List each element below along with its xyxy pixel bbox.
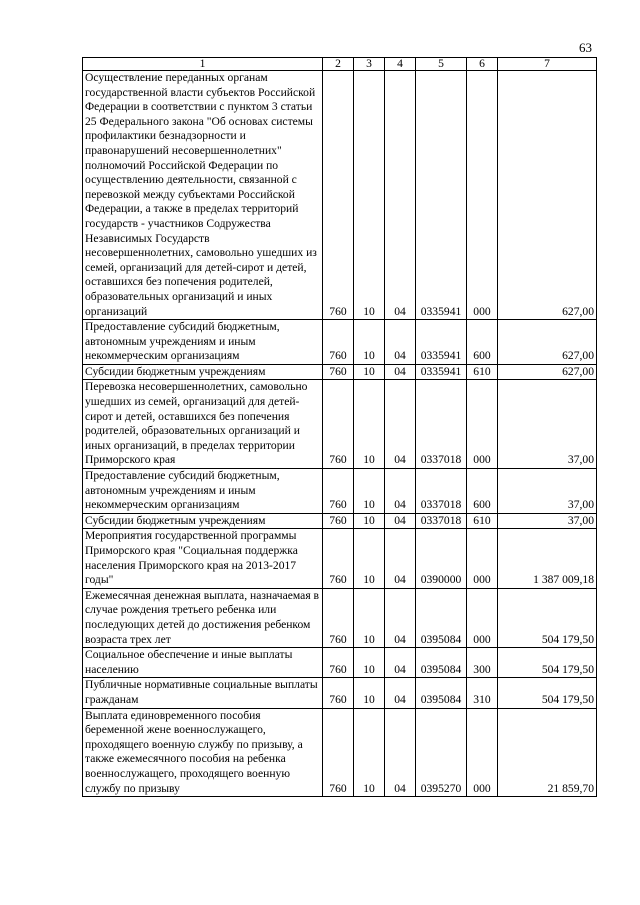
row-name: Ежемесячная денежная выплата, назначаемая в случае рождения третьего ребенка или последующих детей до достижения ребенком возраста трех лет: [83, 588, 323, 647]
row-c2: 760: [323, 588, 354, 647]
row-c6: 600: [467, 469, 498, 514]
row-name: Перевозка несовершеннолетних, самовольно ушедших из семей, организаций для детей-сирот и детей, оставшихся без попечения родителей, образовательных организаций и иных организаций, в пределах территории Приморского края: [83, 380, 323, 469]
row-amount: 21 859,70: [498, 708, 597, 797]
column-header-5: 5: [416, 58, 467, 71]
row-amount: 627,00: [498, 71, 597, 320]
column-header-2: 2: [323, 58, 354, 71]
row-name: Предоставление субсидий бюджетным, автономным учреждениям и иным некоммерческим организациям: [83, 320, 323, 365]
row-c5: 0395084: [416, 648, 467, 678]
row-c5: 0337018: [416, 513, 467, 529]
header-row: [83, 58, 597, 71]
row-c3: 10: [354, 380, 385, 469]
row-c5: 0395084: [416, 678, 467, 708]
row-amount: 1 387 009,18: [498, 529, 597, 588]
row-c6: 610: [467, 364, 498, 380]
row-amount: 37,00: [498, 469, 597, 514]
table-row: [83, 648, 597, 678]
row-c5: 0337018: [416, 469, 467, 514]
row-amount: 504 179,50: [498, 588, 597, 647]
row-c3: 10: [354, 320, 385, 365]
row-c4: 04: [385, 678, 416, 708]
row-c2: 760: [323, 364, 354, 380]
row-c6: 000: [467, 588, 498, 647]
row-c6: 310: [467, 678, 498, 708]
row-c2: 760: [323, 71, 354, 320]
row-amount: 627,00: [498, 364, 597, 380]
row-c6: 000: [467, 380, 498, 469]
row-c2: 760: [323, 469, 354, 514]
row-c2: 760: [323, 678, 354, 708]
table-row: [83, 469, 597, 514]
row-c5: 0337018: [416, 380, 467, 469]
row-name: Выплата единовременного пособия беременной жене военнослужащего, проходящего военную службу по призыву, а также ежемесячного пособия на ребенка военнослужащего, проходящего военную службу по призыву: [83, 708, 323, 797]
row-c5: 0395084: [416, 588, 467, 647]
row-amount: 37,00: [498, 380, 597, 469]
row-c4: 04: [385, 320, 416, 365]
row-c4: 04: [385, 529, 416, 588]
table-row: [83, 71, 597, 320]
row-c2: 760: [323, 513, 354, 529]
row-c4: 04: [385, 380, 416, 469]
row-c2: 760: [323, 380, 354, 469]
row-name: Субсидии бюджетным учреждениям: [83, 513, 323, 529]
row-c6: 610: [467, 513, 498, 529]
row-c4: 04: [385, 708, 416, 797]
column-header-6: 6: [467, 58, 498, 71]
row-c6: 000: [467, 529, 498, 588]
row-name: Предоставление субсидий бюджетным, автономным учреждениям и иным некоммерческим организациям: [83, 469, 323, 514]
row-name: Субсидии бюджетным учреждениям: [83, 364, 323, 380]
row-c4: 04: [385, 364, 416, 380]
row-c4: 04: [385, 648, 416, 678]
row-c4: 04: [385, 588, 416, 647]
row-c3: 10: [354, 529, 385, 588]
page-number: 63: [579, 40, 592, 55]
row-name: Социальное обеспечение и иные выплаты населению: [83, 648, 323, 678]
row-c3: 10: [354, 678, 385, 708]
table-row: [83, 588, 597, 647]
row-amount: 504 179,50: [498, 648, 597, 678]
row-c3: 10: [354, 364, 385, 380]
table-row: [83, 513, 597, 529]
row-c5: 0395270: [416, 708, 467, 797]
row-c4: 04: [385, 469, 416, 514]
row-c5: 0335941: [416, 71, 467, 320]
row-c3: 10: [354, 708, 385, 797]
table-row: [83, 320, 597, 365]
row-name: Публичные нормативные социальные выплаты гражданам: [83, 678, 323, 708]
column-header-7: 7: [498, 58, 597, 71]
row-c3: 10: [354, 648, 385, 678]
row-c2: 760: [323, 320, 354, 365]
table-row: [83, 708, 597, 797]
row-c4: 04: [385, 513, 416, 529]
row-amount: 627,00: [498, 320, 597, 365]
table-row: [83, 678, 597, 708]
row-c6: 300: [467, 648, 498, 678]
row-c3: 10: [354, 71, 385, 320]
row-c3: 10: [354, 469, 385, 514]
row-name: Осуществление переданных органам государственной власти субъектов Российской Федерации в соответствии с пунктом 3 статьи 25 Федерального закона "Об основах системы профилактики безнадзорности и правонарушений несовершеннолетних" полномочий Российской Федерации по осуществлению деятельности, связанной с перевозкой между субъектами Российской Федерации, а также в пределах территорий государств - участников Содружества Независимых Государств несовершеннолетних, самовольно ушедших из семей, организаций для детей-сирот и детей, оставшихся без попечения родителей, образовательных организаций и иных организаций: [83, 71, 323, 320]
column-header-3: 3: [354, 58, 385, 71]
budget-table: [82, 57, 597, 797]
table-row: [83, 380, 597, 469]
table-row: [83, 364, 597, 380]
row-c2: 760: [323, 648, 354, 678]
row-c6: 000: [467, 708, 498, 797]
row-amount: 37,00: [498, 513, 597, 529]
row-c2: 760: [323, 708, 354, 797]
column-header-1: 1: [83, 58, 323, 71]
row-c6: 000: [467, 71, 498, 320]
row-amount: 504 179,50: [498, 678, 597, 708]
row-c5: 0335941: [416, 320, 467, 365]
row-c4: 04: [385, 71, 416, 320]
row-c5: 0335941: [416, 364, 467, 380]
table-row: [83, 529, 597, 588]
row-c2: 760: [323, 529, 354, 588]
row-c6: 600: [467, 320, 498, 365]
row-c3: 10: [354, 588, 385, 647]
row-name: Мероприятия государственной программы Приморского края "Социальная поддержка населения Приморского края на 2013-2017 годы": [83, 529, 323, 588]
column-header-4: 4: [385, 58, 416, 71]
row-c3: 10: [354, 513, 385, 529]
row-c5: 0390000: [416, 529, 467, 588]
